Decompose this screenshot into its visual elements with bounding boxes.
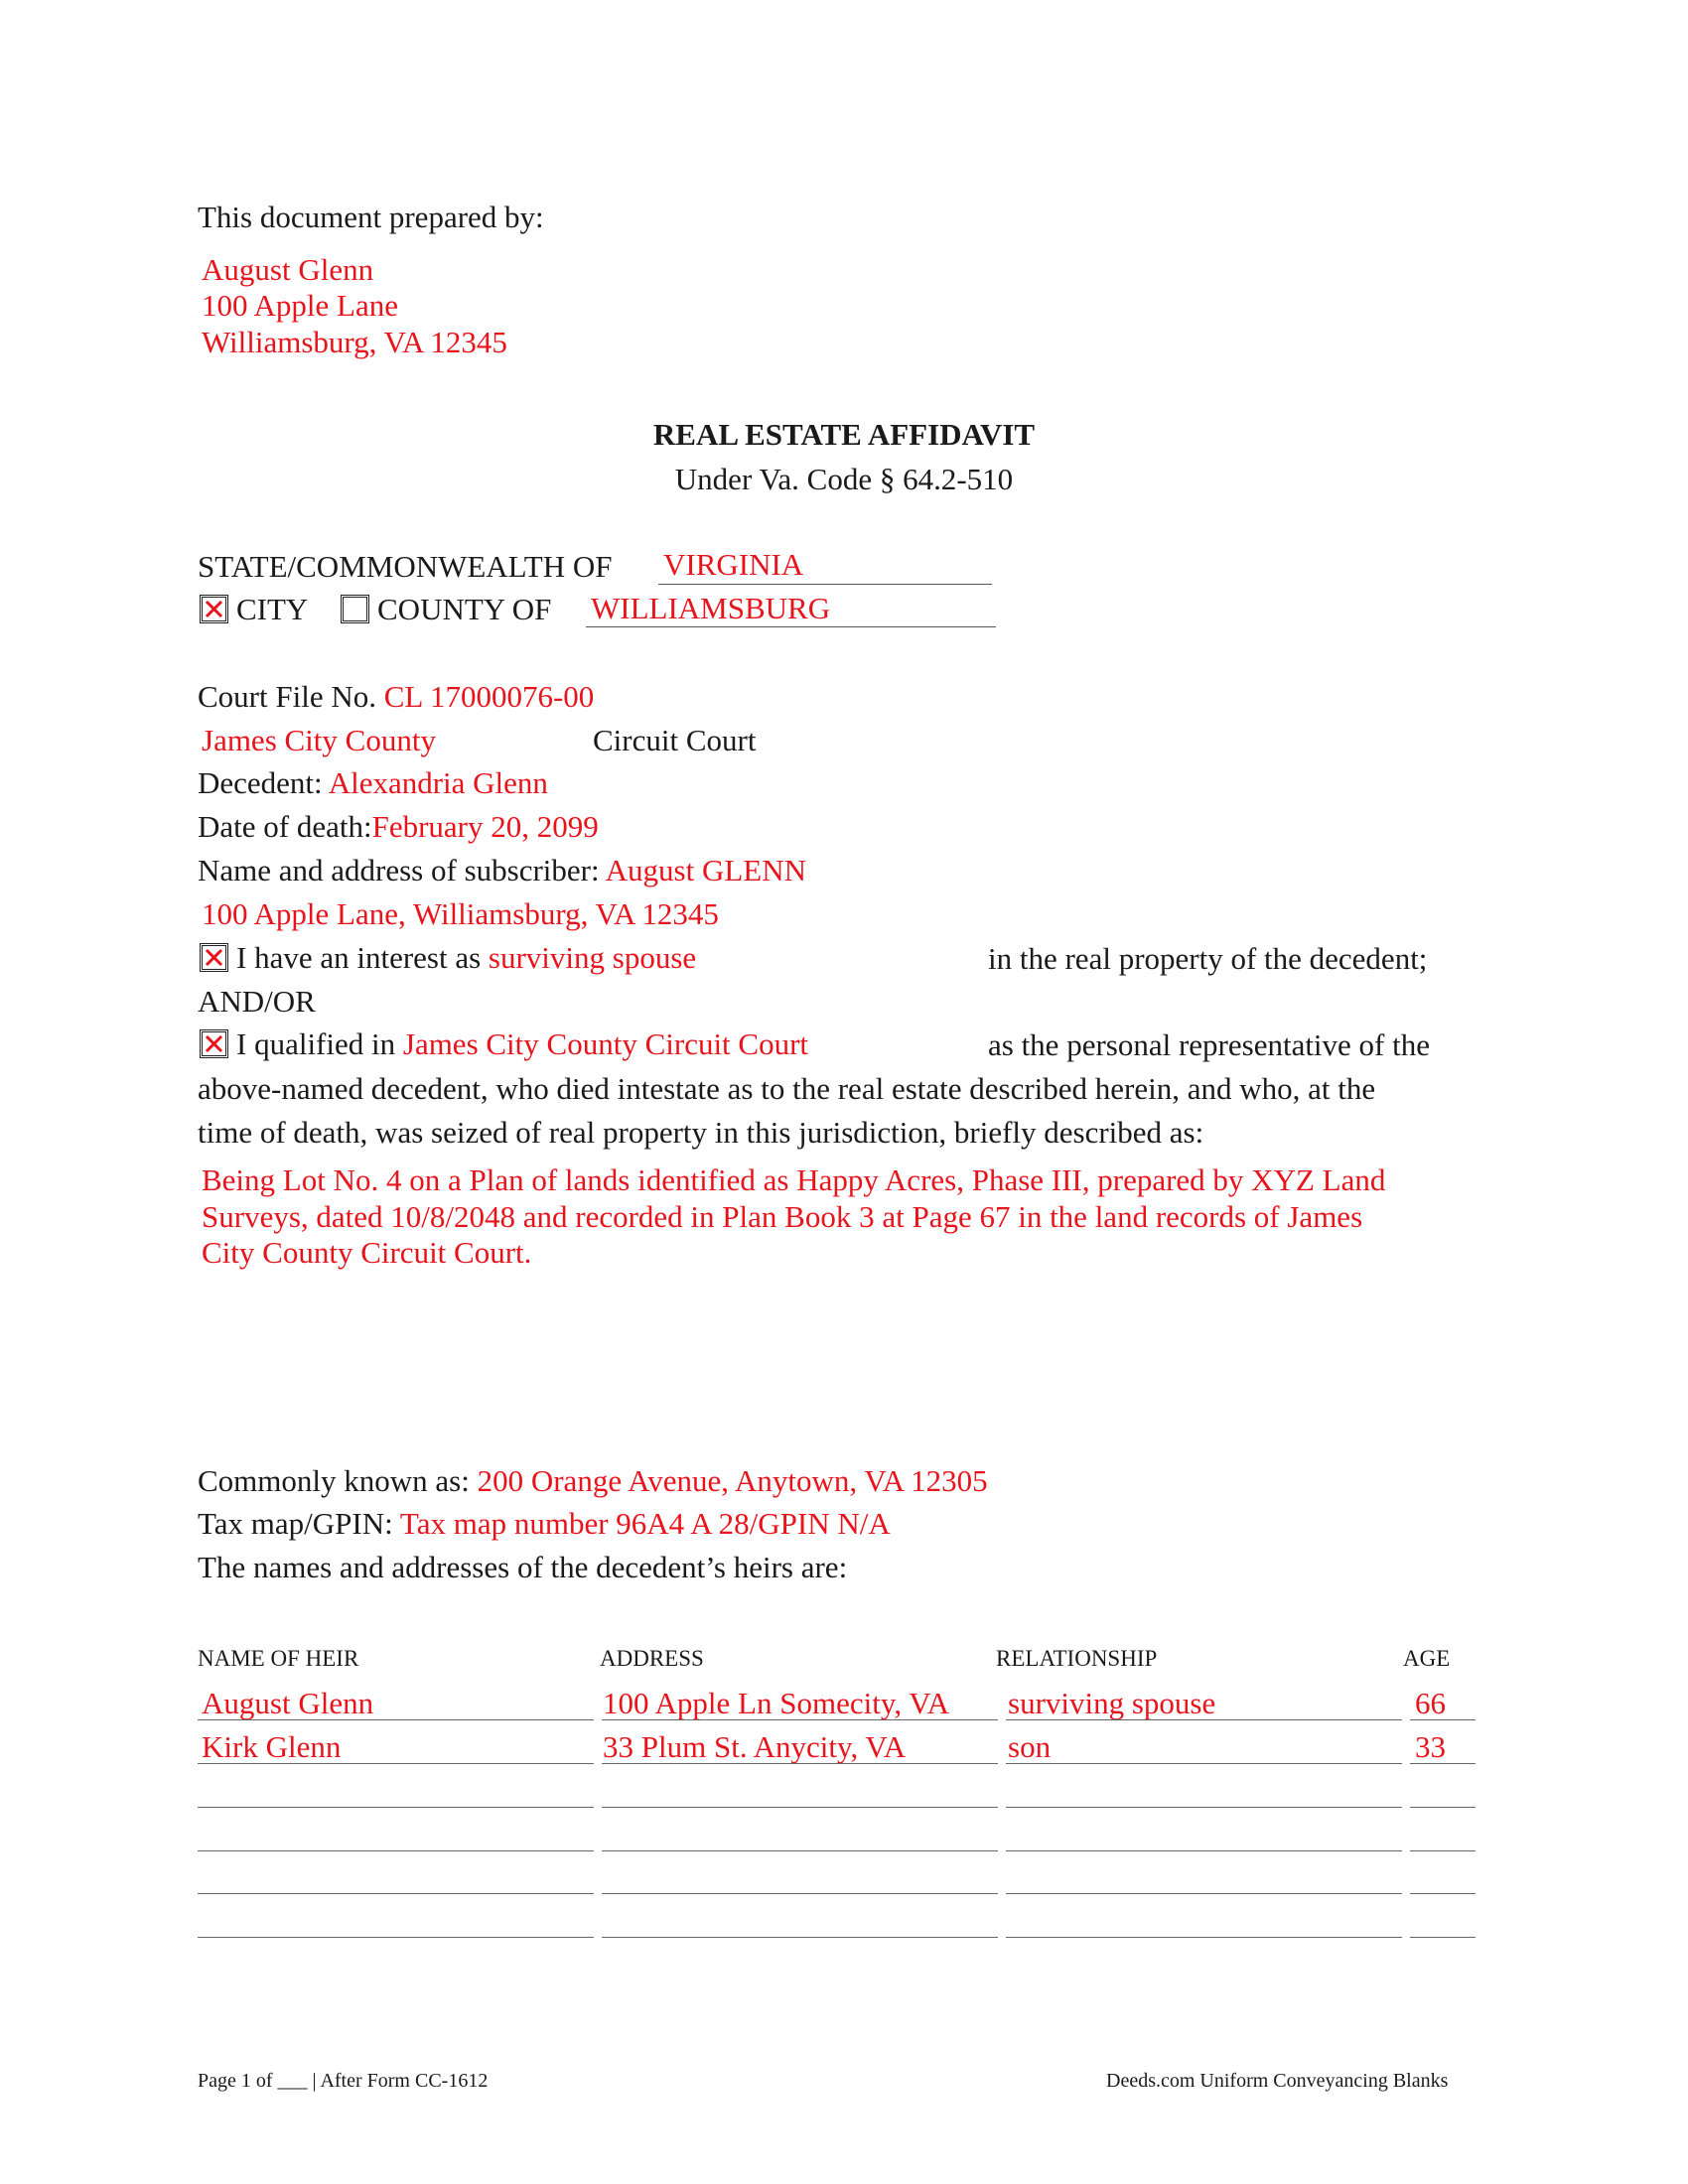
prepared-by-heading: This document prepared by: — [198, 200, 544, 234]
locality-underline — [586, 626, 996, 627]
qualified-value[interactable]: James City County Circuit Court — [402, 1026, 809, 1061]
known-as-label: Commonly known as: — [198, 1463, 470, 1498]
tax-map-label: Tax map/GPIN: — [198, 1506, 393, 1541]
table-line[interactable] — [602, 1807, 998, 1808]
table-line[interactable] — [1410, 1850, 1476, 1851]
court-name[interactable]: James City County — [202, 723, 436, 757]
table-line — [602, 1763, 998, 1764]
property-description-line-3[interactable]: City County Circuit Court. — [202, 1235, 532, 1270]
table-line — [1410, 1763, 1476, 1764]
date-of-death-line — [198, 811, 599, 842]
interest-prefix: I have an interest as — [236, 940, 482, 975]
qualified-line — [200, 1028, 808, 1059]
table-line[interactable] — [602, 1893, 998, 1894]
document-subtitle: Under Va. Code § 64.2-510 — [674, 462, 1014, 496]
date-of-death-label: Date of death: — [198, 809, 372, 844]
preparer-street: 100 Apple Lane — [202, 288, 399, 323]
preparer-city-state-zip: Williamsburg, VA 12345 — [202, 325, 507, 359]
city-checkbox[interactable] — [200, 595, 228, 623]
subscriber-label: Name and address of subscriber: — [198, 853, 600, 887]
table-line[interactable] — [1006, 1850, 1402, 1851]
locality-value[interactable]: WILLIAMSBURG — [591, 591, 831, 625]
qualified-checkbox[interactable] — [200, 1029, 228, 1058]
table-line[interactable] — [1410, 1937, 1476, 1938]
county-checkbox[interactable] — [341, 595, 369, 623]
heir-2-age[interactable]: 33 — [1415, 1729, 1446, 1764]
subscriber-line — [198, 855, 806, 886]
and-or-text: AND/OR — [198, 984, 316, 1019]
decedent-line — [198, 767, 548, 798]
court-suffix: Circuit Court — [593, 723, 757, 757]
date-of-death-value[interactable]: February 20, 2099 — [371, 809, 599, 844]
heirs-header-age: AGE — [1403, 1646, 1451, 1671]
table-line — [198, 1719, 594, 1720]
qualified-suffix: as the personal representative of the — [988, 1027, 1431, 1062]
heir-1-address[interactable]: 100 Apple Ln Somecity, VA — [603, 1686, 950, 1720]
known-as-value[interactable]: 200 Orange Avenue, Anytown, VA 12305 — [477, 1463, 988, 1498]
table-line[interactable] — [1006, 1937, 1402, 1938]
table-line[interactable] — [1410, 1807, 1476, 1808]
decedent-value[interactable]: Alexandria Glenn — [328, 765, 548, 800]
checkbox-x-icon — [205, 948, 223, 967]
known-as-line — [198, 1465, 988, 1496]
interest-value[interactable]: surviving spouse — [488, 940, 697, 975]
table-line — [198, 1763, 594, 1764]
preparer-name: August Glenn — [202, 252, 374, 287]
heirs-header-relationship: RELATIONSHIP — [996, 1646, 1158, 1671]
heirs-intro: The names and addresses of the decedent’s heirs are: — [198, 1550, 848, 1584]
table-line[interactable] — [602, 1937, 998, 1938]
footer-left: Page 1 of ___ | After Form CC-1612 — [198, 2070, 489, 2092]
property-description-line-2[interactable]: Surveys, dated 10/8/2048 and recorded in Plan Book 3 at Page 67 in the land records of James — [202, 1199, 1363, 1234]
decedent-label: Decedent: — [198, 765, 323, 800]
table-line[interactable] — [198, 1893, 594, 1894]
table-line — [1006, 1719, 1402, 1720]
tax-map-line — [198, 1508, 891, 1539]
qualified-line-2: above-named decedent, who died intestate as to the real estate described herein, and who, at the — [198, 1071, 1376, 1106]
table-line[interactable] — [1410, 1893, 1476, 1894]
subscriber-address[interactable]: 100 Apple Lane, Williamsburg, VA 12345 — [202, 896, 719, 931]
qualified-line-3: time of death, was seized of real property in this jurisdiction, briefly described as: — [198, 1115, 1204, 1150]
footer-right: Deeds.com Uniform Conveyancing Blanks — [1106, 2070, 1449, 2092]
tax-map-value[interactable]: Tax map number 96A4 A 28/GPIN N/A — [399, 1506, 891, 1541]
table-line[interactable] — [1006, 1807, 1402, 1808]
court-file-value[interactable]: CL 17000076-00 — [383, 679, 595, 714]
table-line — [602, 1719, 998, 1720]
table-line[interactable] — [602, 1850, 998, 1851]
table-line[interactable] — [198, 1850, 594, 1851]
heirs-header-name: NAME OF HEIR — [198, 1646, 359, 1671]
document-title: REAL ESTATE AFFIDAVIT — [652, 417, 1036, 452]
heir-1-name[interactable]: August Glenn — [202, 1686, 374, 1720]
heir-1-relationship[interactable]: surviving spouse — [1008, 1686, 1216, 1720]
interest-line — [200, 942, 696, 973]
city-label: CITY — [236, 592, 309, 626]
court-file-line — [198, 681, 594, 712]
county-option — [341, 594, 551, 624]
heir-2-name[interactable]: Kirk Glenn — [202, 1729, 342, 1764]
table-line[interactable] — [1006, 1893, 1402, 1894]
table-line — [1410, 1719, 1476, 1720]
interest-suffix: in the real property of the decedent; — [988, 941, 1428, 976]
county-label: COUNTY OF — [377, 592, 552, 626]
property-description-line-1[interactable]: Being Lot No. 4 on a Plan of lands identified as Happy Acres, Phase III, prepared by XYZ Land — [202, 1162, 1386, 1197]
heir-1-age[interactable]: 66 — [1415, 1686, 1446, 1720]
subscriber-name[interactable]: August GLENN — [605, 853, 806, 887]
court-file-label: Court File No. — [198, 679, 376, 714]
heirs-header-address: ADDRESS — [600, 1646, 704, 1671]
checkbox-x-icon — [205, 1034, 223, 1053]
table-line — [1006, 1763, 1402, 1764]
checkbox-x-icon — [205, 600, 223, 618]
state-value[interactable]: VIRGINIA — [663, 547, 804, 582]
table-line[interactable] — [198, 1937, 594, 1938]
state-label: STATE/COMMONWEALTH OF — [198, 549, 613, 584]
qualified-prefix: I qualified in — [236, 1026, 396, 1061]
heir-2-address[interactable]: 33 Plum St. Anycity, VA — [603, 1729, 907, 1764]
heir-2-relationship[interactable]: son — [1008, 1729, 1052, 1764]
table-line[interactable] — [198, 1807, 594, 1808]
interest-checkbox[interactable] — [200, 943, 228, 972]
city-county-line — [200, 594, 308, 624]
state-underline — [658, 584, 992, 585]
